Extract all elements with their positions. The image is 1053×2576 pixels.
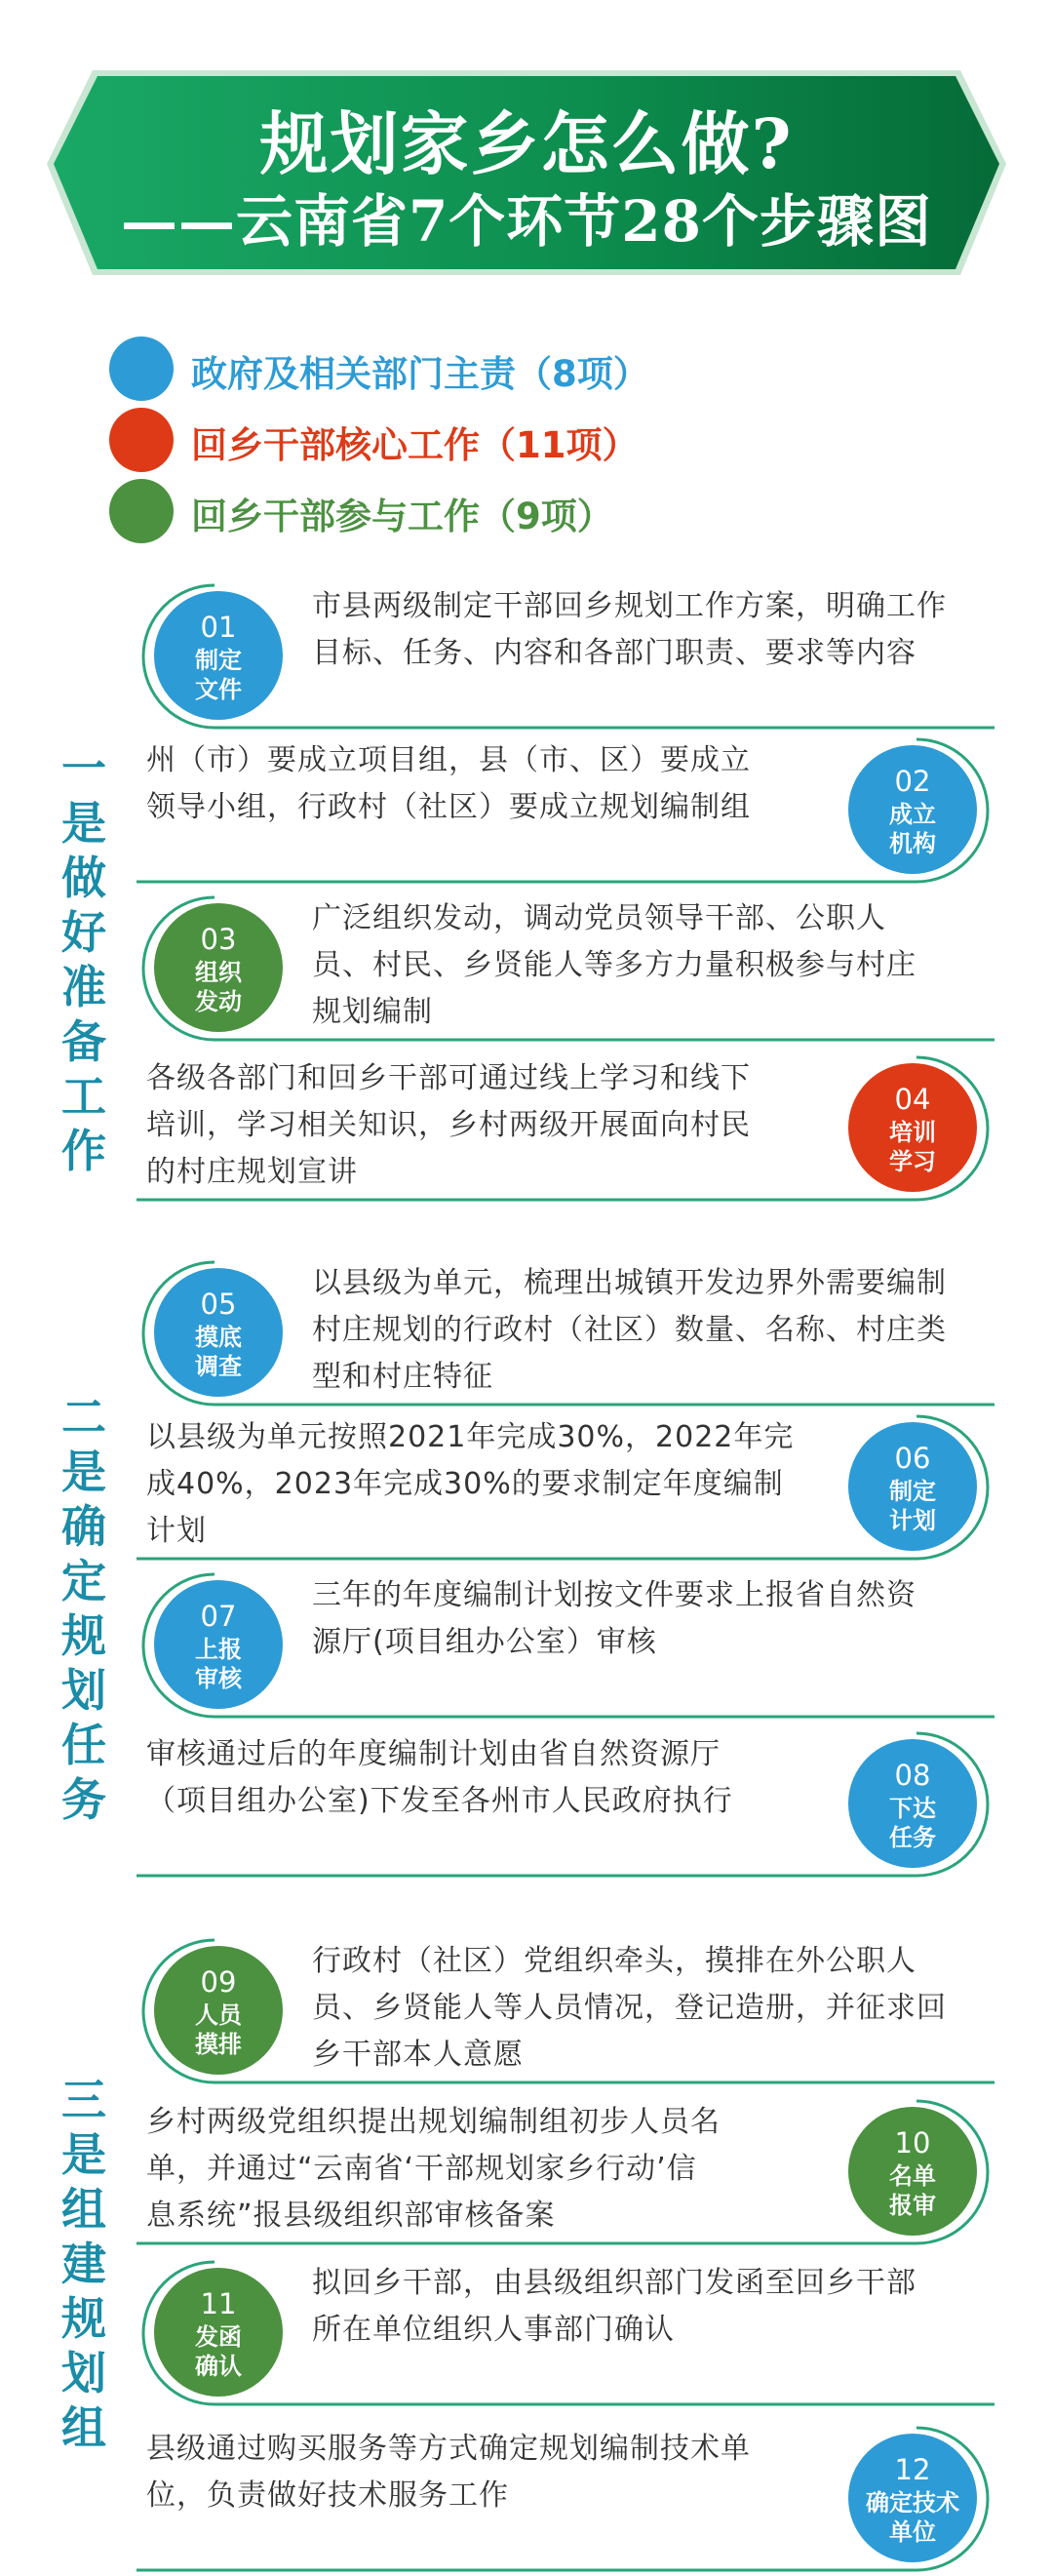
step-number: 12 (894, 2453, 931, 2486)
step-badge (154, 591, 283, 720)
step-tag: 摸底 调查 (195, 1324, 242, 1380)
page-title: 规划家乡怎么做? (259, 103, 794, 184)
step-tag: 上报 审核 (195, 1636, 242, 1692)
legend-dot-green (109, 479, 174, 543)
step-number: 01 (200, 611, 237, 644)
step-description: 以县级为单元，梳理出城镇开发边界外需要编制 村庄规划的行政村（社区）数量、名称、村庄类 型和村庄特征 (312, 1266, 947, 1394)
step-description: 市县两级制定干部回乡规划工作方案，明确工作 目标、任务、内容和各部门职责、要求等内容 (312, 589, 947, 670)
step-tag: 制定 计划 (889, 1478, 936, 1534)
step-number: 05 (200, 1288, 237, 1321)
step-description: 三年的年度编制计划按文件要求上报省自然资 源厅(项目组办公室）审核 (312, 1578, 916, 1659)
step-badge (154, 1268, 283, 1397)
legend-label: 回乡干部参与工作（9项） (191, 495, 613, 537)
legend-label: 政府及相关部门主责（8项） (191, 353, 649, 395)
step-04 (136, 1053, 994, 1200)
step-badge (154, 1580, 283, 1709)
step-01 (136, 581, 994, 728)
legend-label: 回乡干部核心工作（11项） (191, 424, 639, 466)
step-tag: 制定 文件 (195, 647, 242, 703)
step-number: 08 (894, 1759, 931, 1792)
step-tag: 确定技术 单位 (866, 2489, 959, 2546)
step-number: 02 (894, 765, 931, 798)
step-number: 09 (200, 1965, 237, 1999)
legend-dot-blue (109, 337, 174, 401)
step-07 (136, 1570, 994, 1717)
step-02 (136, 735, 994, 882)
step-tag: 培训 学习 (889, 1119, 936, 1175)
step-tag: 名单 报审 (889, 2162, 936, 2219)
step-description: 州（市）要成立项目组，县（市、区）要成立 领导小组，行政村（社区）要成立规划编制组 (146, 743, 751, 824)
step-10 (136, 2097, 994, 2243)
step-tag: 人员 摸排 (195, 2001, 242, 2058)
step-description: 乡村两级党组织提出规划编制组初步人员名 单，并通过“云南省‘干部规划家乡行动’信 息系统”报县级组织部审核备案 (146, 2105, 721, 2233)
step-badge (848, 2434, 977, 2562)
step-06 (136, 1412, 994, 1559)
step-badge (154, 2268, 283, 2397)
step-description: 县级通过购买服务等方式确定规划编制技术单 位，负责做好技术服务工作 (146, 2432, 751, 2513)
step-badge (848, 2107, 977, 2236)
step-05 (136, 1258, 994, 1405)
step-tag: 组织 发动 (195, 959, 242, 1015)
header-banner (0, 0, 1053, 293)
step-badge (848, 1063, 977, 1192)
step-09 (136, 1936, 994, 2082)
section-label-task: 二是确定规划任务 (61, 1391, 106, 1826)
section-label-team: 三是组建规划组 (61, 2074, 106, 2454)
step-tag: 发函 确认 (195, 2323, 242, 2380)
page-subtitle: ——云南省7个环节28个步骤图 (120, 188, 933, 255)
step-11 (136, 2258, 994, 2404)
step-number: 10 (894, 2126, 931, 2160)
step-badge (154, 903, 283, 1032)
step-description: 各级各部门和回乡干部可通过线上学习和线下 培训，学习相关知识，乡村两级开展面向村民 的村庄规划宣讲 (146, 1061, 751, 1189)
legend-dot-red (109, 408, 174, 472)
step-number: 03 (200, 923, 237, 956)
step-03 (136, 893, 994, 1040)
step-description: 行政村（社区）党组织牵头，摸排在外公职人 员、乡贤能人等人员情况，登记造册，并征求回 乡干部本人意愿 (312, 1944, 947, 2072)
step-badge (848, 745, 977, 874)
step-number: 04 (894, 1083, 931, 1116)
step-description: 拟回乡干部，由县级组织部门发函至回乡干部 所在单位组织人事部门确认 (312, 2266, 916, 2347)
step-number: 11 (200, 2287, 237, 2320)
step-08 (136, 1729, 994, 1876)
section-label-prepare: 一是做好准备工作 (61, 742, 106, 1177)
step-badge (848, 1739, 977, 1868)
step-description: 广泛组织发动，调动党员领导干部、公职人 员、村民、乡贤能人等多方力量积极参与村庄 规划编制 (312, 901, 916, 1029)
step-badge (848, 1422, 977, 1551)
step-description: 以县级为单元按照2021年完成30%，2022年完 成40%，2023年完成30%的要求制定年度编制 计划 (146, 1420, 795, 1548)
step-number: 07 (200, 1600, 237, 1633)
step-tag: 下达 任务 (889, 1795, 936, 1851)
step-description: 审核通过后的年度编制计划由省自然资源厅 （项目组办公室)下发至各州市人民政府执行 (146, 1737, 733, 1818)
step-number: 06 (894, 1442, 931, 1475)
step-badge (154, 1946, 283, 2075)
step-tag: 成立 机构 (889, 801, 936, 857)
step-12 (136, 2424, 994, 2570)
